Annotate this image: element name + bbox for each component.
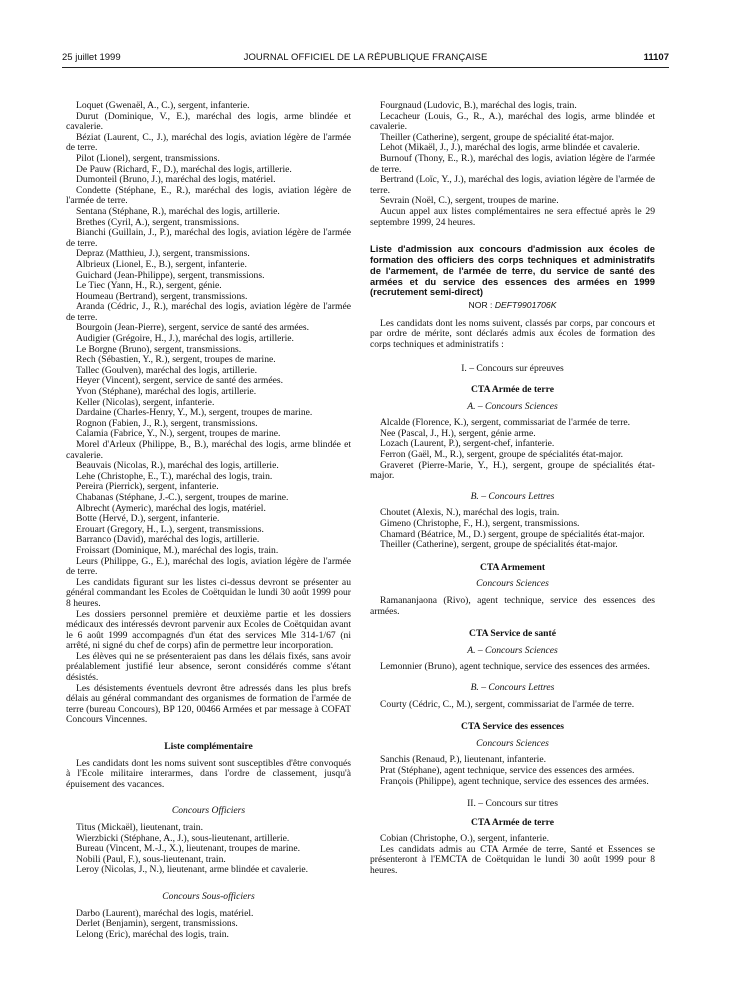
list-item: Bourgoin (Jean-Pierre), sergent, service de santé des armées. — [76, 322, 310, 334]
list-item: Morel d'Arleux (Philippe, B., B.), maréchal des logis, arme blindée et cavalerie. — [66, 439, 351, 461]
paragraph: Les dossiers personnel première et deuxième partie et les dossiers médicaux des intéressés devront parvenir aux Ecoles de Coëtquidan avant le 6 août 1999 accompagnés d'un état des services Mle 314-1/67 (ni arrêté, ni signé du chef de corps) afin de permettre leur incorporation. — [66, 608, 351, 652]
list-item: Botte (Hervé, D.), sergent, infanterie. — [76, 513, 220, 525]
header-rule — [62, 67, 669, 68]
list-item: De Pauw (Richard, F., D.), maréchal des logis, artillerie. — [76, 163, 292, 175]
list-item: Courty (Cédric, C., M.), sergent, commissariat de l'armée de terre. — [380, 698, 635, 710]
paragraph: Les candidats admis au CTA Armée de terre, Santé et Essences se présenteront à l'EMCTA de Coëtquidan le lundi 30 août 1999 pour 8 heures. — [370, 843, 655, 877]
nor-label: NOR : — [468, 300, 493, 311]
list-item: Lelong (Eric), maréchal des logis, train. — [76, 928, 229, 940]
cta-service-des-essences-heading: CTA Service des essences — [461, 721, 564, 733]
list-item: Leroy (Nicolas, J., N.), lieutenant, arme blindée et cavalerie. — [76, 864, 309, 876]
list-item: Erouart (Gregory, H., L.), sergent, transmissions. — [76, 523, 264, 535]
cta-armee-de-terre-heading: CTA Armée de terre — [470, 816, 555, 828]
list-item: Dumonteil (Bruno, J.), maréchal des logis, matériel. — [76, 174, 276, 186]
paragraph: Les candidats figurant sur les listes ci-dessus devront se présenter au général commandant les Ecoles de Coëtquidan le lundi 30 août 1999 pour 8 heures. — [66, 576, 351, 609]
paragraph: Les élèves qui ne se présenteraient pas dans les délais fixés, sans avoir préalablement justifié leur absence, seront considérés comme s'étant désistés. — [66, 650, 351, 684]
header-journal-title: JOURNAL OFFICIEL DE LA RÉPUBLIQUE FRANÇAISE — [243, 52, 488, 63]
list-item: Barranco (David), maréchal des logis, artillerie. — [76, 534, 260, 546]
list-item: Rognon (Fabien, J., R.), sergent, transmissions. — [76, 417, 258, 429]
list-item: Guichard (Jean-Philippe), sergent, transmissions. — [76, 269, 265, 281]
list-item: Lehot (Mikaël, J., J.), maréchal des logis, arme blindée et cavalerie. — [380, 142, 640, 154]
list-item: Bertrand (Loïc, Y., J.), maréchal des logis, aviation légère de l'armée de terre. — [370, 174, 655, 196]
list-item: Heyer (Vincent), sergent, service de santé des armées. — [76, 375, 284, 387]
list-item: Lehe (Christophe, E., T.), maréchal des logis, train. — [76, 470, 273, 482]
list-item: Audigier (Grégoire, H., J.), maréchal des logis, artillerie. — [76, 333, 294, 345]
list-item: Nobili (Paul, F.), sous-lieutenant, train. — [76, 853, 226, 865]
list-item: Pilot (Lionel), sergent, transmissions. — [76, 152, 220, 164]
header-date: 25 juillet 1999 — [62, 52, 121, 63]
list-item: Choutet (Alexis, N.), maréchal des logis, train. — [380, 507, 560, 519]
liste-complementaire-heading: Liste complémentaire — [164, 741, 253, 753]
concours-sciences-heading: Concours Sciences — [476, 578, 549, 590]
list-item: Brethes (Cyril, A.), sergent, transmissions. — [76, 216, 240, 228]
list-item: Titus (Mickaël), lieutenant, train. — [76, 822, 204, 833]
part-one-heading: I. – Concours sur épreuves — [461, 363, 564, 375]
concours-sous-officiers-heading: Concours Sous-officiers — [162, 890, 255, 902]
list-item: Aranda (Cédric, J., R.), maréchal des logis, aviation légère de l'armée de terre. — [66, 301, 351, 323]
list-item: Theiller (Catherine), sergent, groupe de spécialités état-major. — [380, 539, 618, 551]
paragraph: Les candidats dont les noms suivent sont susceptibles d'être convoqués à l'Ecole militaire interarmes, dans l'ordre de classement, jusqu'à épuisement des vacances. — [66, 757, 351, 790]
candidate-list — [66, 101, 351, 578]
list-item: Fourgnaud (Ludovic, B.), maréchal des logis, train. — [380, 100, 577, 111]
list-item: Dardaine (Charles-Henry, Y., M.), sergent, troupes de marine. — [76, 407, 313, 419]
list-item: Rech (Sébastien, Y., R.), sergent, troupes de marine. — [76, 354, 276, 366]
list-item: Graveret (Pierre-Marie, Y., H.), sergent, groupe de spécialités état-major. — [370, 459, 655, 482]
list-item: Lemonnier (Bruno), agent technique, service des essences des armées. — [380, 661, 650, 673]
list-item: Chamard (Béatrice, M., D.) sergent, groupe de spécialités état-major. — [380, 528, 645, 540]
list-item: Ferron (Gaël, M., R.), sergent, groupe de spécialités état-major. — [380, 449, 624, 461]
concours-lettres-heading: B. – Concours Lettres — [470, 490, 555, 502]
list-item: Lozach (Laurent, P.), sergent-chef, infanterie. — [380, 438, 555, 450]
concours-lettres-heading: B. – Concours Lettres — [470, 681, 555, 693]
right-column — [370, 101, 655, 877]
concours-sciences-heading: Concours Sciences — [476, 737, 549, 749]
page-header — [62, 52, 669, 66]
list-item: Cobian (Christophe, O.), sergent, infanterie. — [380, 833, 550, 845]
list-item: Gimeno (Christophe, F., H.), sergent, transmissions. — [380, 518, 580, 530]
list-item: Pereira (Pierrick), sergent, infanterie. — [76, 481, 219, 493]
list-item: Darbo (Laurent), maréchal des logis, matériel. — [76, 907, 254, 919]
list-item: Bianchi (Guillain, J., P.), maréchal des logis, aviation légère de l'armée de terre. — [66, 227, 351, 249]
concours-sciences-heading: A. – Concours Sciences — [467, 644, 558, 656]
list-item: Keller (Nicolas), sergent, infanterie. — [76, 396, 215, 408]
cta-armee-de-terre-heading: CTA Armée de terre — [470, 384, 555, 396]
paragraph: Les candidats dont les noms suivent, classés par corps, par concours et par ordre de mérite, sont déclarés admis aux écoles de formation des corps techniques et administratifs : — [370, 317, 655, 350]
list-item: Le Tiec (Yann, H., R.), sergent, génie. — [76, 280, 222, 292]
list-item: Sevrain (Noël, C.), sergent, troupes de marine. — [380, 195, 559, 207]
concours-officiers-heading: Concours Officiers — [171, 805, 246, 817]
list-item: Alcalde (Florence, K.), sergent, commissariat de l'armée de terre. — [380, 417, 631, 429]
nor-value: DEFT9901706K — [494, 300, 557, 311]
nor-reference — [370, 300, 655, 311]
list-item: François (Philippe), agent technique, service des essences des armées. — [380, 775, 649, 787]
list-item: Theiller (Catherine), sergent, groupe de spécialité état-major. — [380, 131, 614, 143]
list-item: Calamia (Fabrice, Y., N.), sergent, troupes de marine. — [76, 428, 281, 440]
part-two-heading: II. – Concours sur titres — [467, 798, 558, 810]
list-item: Loquet (Gwenaël, A., C.), sergent, infanterie. — [76, 100, 250, 111]
list-item: Derlet (Benjamin), sergent, transmissions. — [76, 918, 238, 930]
list-item: Sentana (Stéphane, R.), maréchal des logis, artillerie. — [76, 205, 280, 217]
list-item: Houmeau (Bertrand), sergent, transmissions. — [76, 290, 248, 302]
left-column — [66, 101, 351, 940]
concours-sciences-heading: A. – Concours Sciences — [467, 400, 558, 412]
list-item: Albrieux (Lionel, E., B.), sergent, infanterie. — [76, 258, 247, 270]
list-item: Depraz (Matthieu, J.), sergent, transmissions. — [76, 248, 250, 260]
list-item: Beauvais (Nicolas, R.), maréchal des logis, artillerie. — [76, 460, 279, 472]
list-item: Chabanas (Stéphane, J.-C.), sergent, troupes de marine. — [76, 491, 289, 503]
list-item: Sanchis (Renaud, P.), lieutenant, infanterie. — [380, 754, 546, 766]
list-item: Prat (Stéphane), agent technique, service des essences des armées. — [380, 764, 635, 776]
section-title: Liste d'admission aux concours d'admission aux écoles de formation des officiers des corps techniques et administratifs de l'armement, de l'armée de terre, du service de santé des armées et du service des essences des armées en 1999 (recrutement semi-direct) — [370, 243, 655, 298]
list-item: Condette (Stéphane, E., R.), maréchal des logis, aviation légère de l'armée de terre. — [66, 184, 351, 207]
list-item: Lecacheur (Louis, G., R., A.), maréchal des logis, arme blindée et cavalerie. — [370, 110, 655, 133]
list-item: Le Borgne (Bruno), sergent, transmissions. — [76, 343, 242, 355]
list-item: Béziat (Laurent, C., J.), maréchal des logis, aviation légère de l'armée de terre. — [66, 131, 351, 154]
list-item: Bureau (Vincent, M.-J., X.), lieutenant, troupes de marine. — [76, 843, 301, 855]
paragraph: Aucun appel aux listes complémentaires ne sera effectué après le 29 septembre 1999, 24 heures. — [370, 205, 655, 228]
list-item: Ramananjaona (Rivo), agent technique, service des essences des armées. — [370, 594, 655, 617]
list-item: Albrecht (Aymeric), maréchal des logis, matériel. — [76, 502, 266, 514]
list-item: Wierzbicki (Stéphane, A., J.), sous-lieutenant, artillerie. — [76, 832, 290, 844]
cta-armement-heading: CTA Armement — [479, 561, 546, 573]
header-page-number: 11107 — [643, 52, 669, 63]
paragraph: Les désistements éventuels devront être adressés dans les plus brefs délais au général commandant des organismes de formation de l'armée de terre (bureau Concours), BP 120, 00466 Armées et par message à COFAT Concours Vincennes. — [66, 682, 351, 726]
list-item: Froissart (Dominique, M.), maréchal des logis, train. — [76, 544, 279, 556]
cta-service-de-sante-heading: CTA Service de santé — [469, 628, 556, 640]
list-item: Durut (Dominique, V., E.), maréchal des logis, arme blindée et cavalerie. — [66, 110, 351, 133]
list-item: Nee (Pascal, J., H.), sergent, génie arme. — [380, 427, 536, 439]
list-item: Burnouf (Thony, E., R.), maréchal des logis, aviation légère de l'armée de terre. — [370, 152, 655, 175]
list-item: Tallec (Goulven), maréchal des logis, artillerie. — [76, 364, 258, 376]
list-item: Leurs (Philippe, G., E.), maréchal des logis, aviation légère de l'armée de terre. — [66, 555, 351, 578]
list-item: Yvon (Stéphane), maréchal des logis, artillerie. — [76, 386, 257, 398]
